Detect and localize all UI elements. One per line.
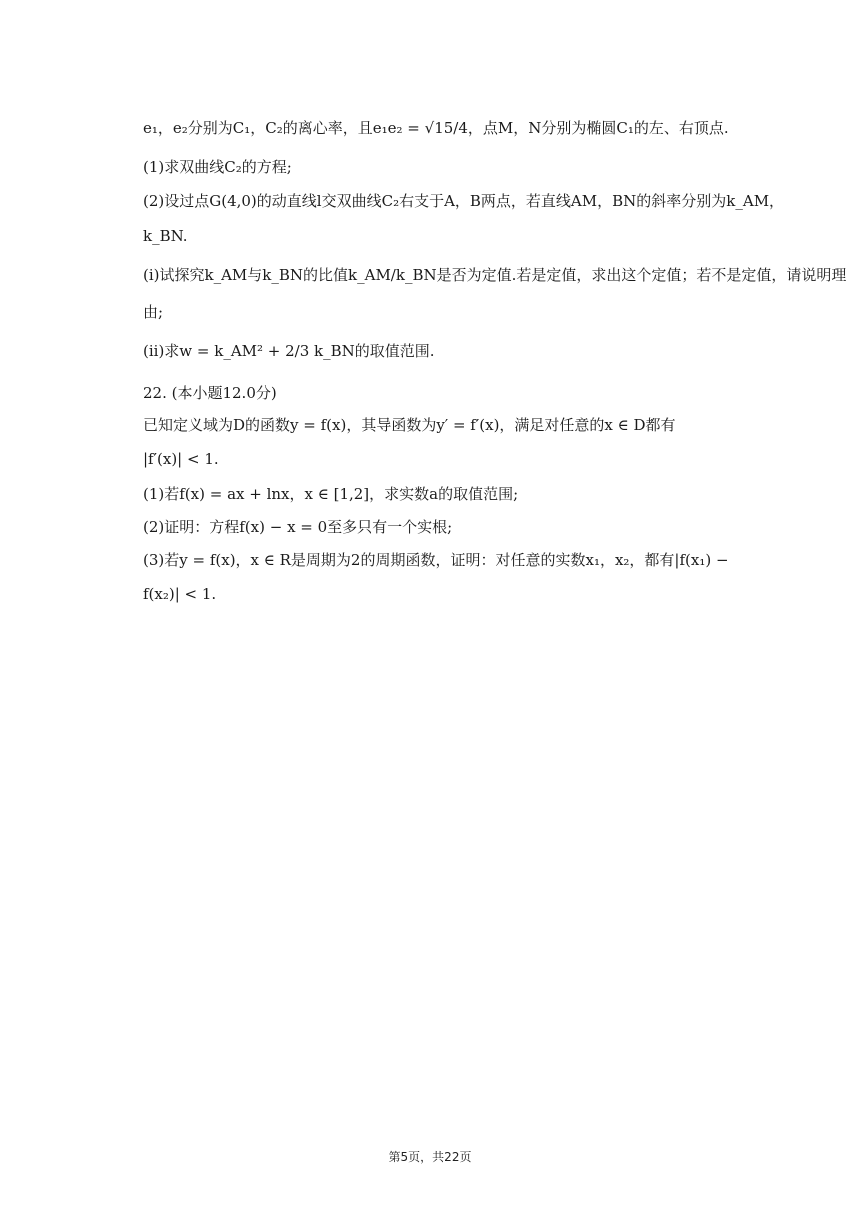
text-line: (1)若f(x) = ax + lnx，x ∈ [1,2]，求实数a的取值范围; <box>143 485 519 503</box>
text-line: 由; <box>143 303 164 321</box>
question-heading: 22. (本小题12.0分) <box>143 384 277 402</box>
text-line: (1)求双曲线C₂的方程; <box>143 158 292 176</box>
text-line: (i)试探究k_AM与k_BN的比值k_AM/k_BN是否为定值.若是定值，求出这个定值；若不是定值，请说明理 <box>143 266 847 284</box>
text-line: (2)设过点G(4,0)的动直线l交双曲线C₂右支于A，B两点，若直线AM，BN的斜率分别为k_AM， <box>143 192 785 210</box>
text-line: f(x₂)| < 1. <box>143 585 217 603</box>
text-line: k_BN. <box>143 227 188 245</box>
text-line: 已知定义域为D的函数y = f(x)，其导函数为y′ = f′(x)，满足对任意的x ∈ D都有 <box>143 416 676 434</box>
text-line: (ii)求w = k_AM² + 2/3 k_BN的取值范围. <box>143 342 435 360</box>
text-line: (2)证明：方程f(x) − x = 0至多只有一个实根; <box>143 518 453 536</box>
text-line: (3)若y = f(x)，x ∈ R是周期为2的周期函数，证明：对任意的实数x₁，x₂，都有|f(x₁) − <box>143 551 729 569</box>
text-line: e₁，e₂分别为C₁，C₂的离心率，且e₁e₂ = √15/4，点M，N分别为椭圆C₁的左、右顶点. <box>143 119 729 137</box>
page-footer: 第5页，共22页 <box>388 1150 472 1164</box>
text-line: |f′(x)| < 1. <box>143 450 219 468</box>
